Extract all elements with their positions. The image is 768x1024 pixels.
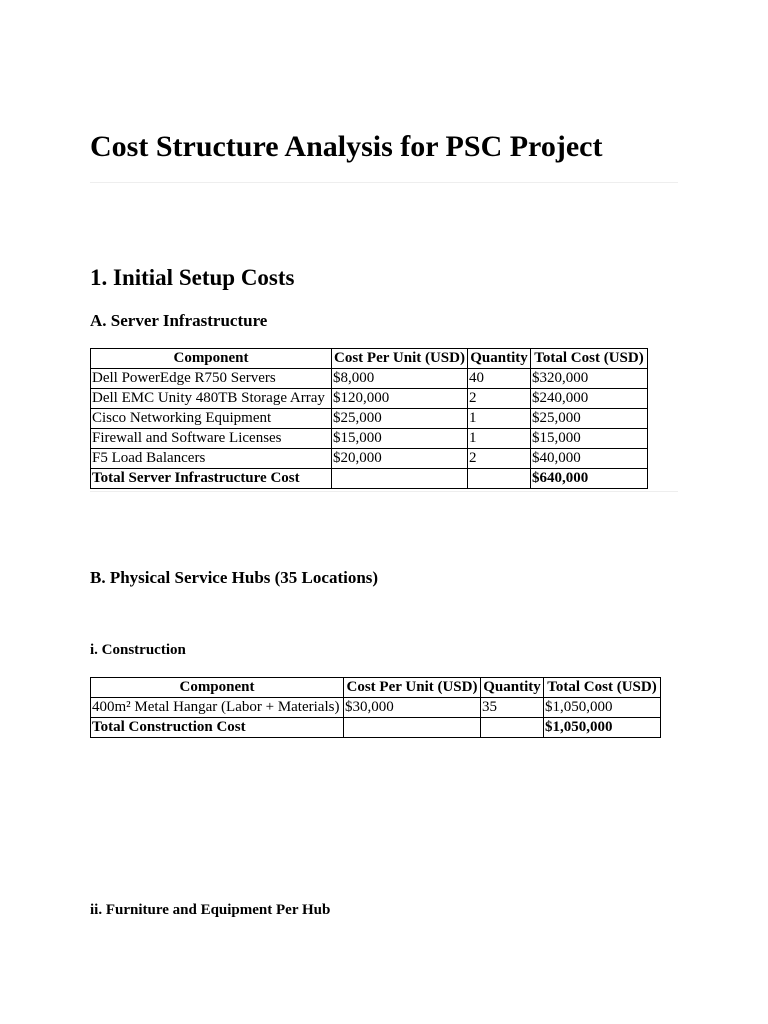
table-cell: $15,000 <box>332 429 468 449</box>
table-cell: $25,000 <box>531 409 648 429</box>
subsection-heading-physical-service-hubs: B. Physical Service Hubs (35 Locations) <box>90 568 379 587</box>
table-header-row <box>91 349 648 369</box>
total-label: Total Construction Cost <box>91 718 344 738</box>
table-cell: $240,000 <box>531 389 648 409</box>
column-header: Quantity <box>468 349 531 369</box>
section-heading-initial-setup: 1. Initial Setup Costs <box>90 265 295 290</box>
table-cell: $1,050,000 <box>544 698 661 718</box>
table-row <box>91 389 648 409</box>
table-cell: $30,000 <box>344 698 481 718</box>
total-value: $640,000 <box>531 469 648 489</box>
table-row <box>91 429 648 449</box>
table-row <box>91 449 648 469</box>
table-cell-empty <box>468 469 531 489</box>
table-cell: F5 Load Balancers <box>91 449 332 469</box>
table-cell: 40 <box>468 369 531 389</box>
table-cell-empty <box>344 718 481 738</box>
table-cell: $40,000 <box>531 449 648 469</box>
page-title: Cost Structure Analysis for PSC Project <box>90 130 603 163</box>
table-cell: 1 <box>468 429 531 449</box>
column-header: Quantity <box>481 678 544 698</box>
table-cell: 35 <box>481 698 544 718</box>
table-cell: $25,000 <box>332 409 468 429</box>
table-total-row <box>91 469 648 489</box>
construction-table <box>90 677 661 738</box>
table-header-row <box>91 678 661 698</box>
table-cell: $20,000 <box>332 449 468 469</box>
table-cell: $120,000 <box>332 389 468 409</box>
table-row <box>91 369 648 389</box>
table-row <box>91 698 661 718</box>
total-label: Total Server Infrastructure Cost <box>91 469 332 489</box>
total-value: $1,050,000 <box>544 718 661 738</box>
table-cell: 2 <box>468 389 531 409</box>
subheading-construction: i. Construction <box>90 642 186 658</box>
table-row <box>91 409 648 429</box>
table-cell: Dell PowerEdge R750 Servers <box>91 369 332 389</box>
column-header: Total Cost (USD) <box>544 678 661 698</box>
server-infrastructure-table <box>90 348 648 489</box>
column-header: Cost Per Unit (USD) <box>332 349 468 369</box>
table-cell: Cisco Networking Equipment <box>91 409 332 429</box>
table-cell: 400m² Metal Hangar (Labor + Materials) <box>91 698 344 718</box>
table-cell-empty <box>332 469 468 489</box>
table-cell: Firewall and Software Licenses <box>91 429 332 449</box>
column-header: Component <box>91 349 332 369</box>
column-header: Cost Per Unit (USD) <box>344 678 481 698</box>
section-divider <box>90 491 678 492</box>
column-header: Component <box>91 678 344 698</box>
subheading-furniture-equipment: ii. Furniture and Equipment Per Hub <box>90 902 331 918</box>
table-total-row <box>91 718 661 738</box>
table-cell: 1 <box>468 409 531 429</box>
table-cell: $15,000 <box>531 429 648 449</box>
table-cell: 2 <box>468 449 531 469</box>
table-cell: Dell EMC Unity 480TB Storage Array <box>91 389 332 409</box>
table-cell-empty <box>481 718 544 738</box>
table-cell: $320,000 <box>531 369 648 389</box>
table-cell: $8,000 <box>332 369 468 389</box>
subsection-heading-server-infrastructure: A. Server Infrastructure <box>90 311 268 330</box>
column-header: Total Cost (USD) <box>531 349 648 369</box>
title-divider <box>90 182 678 183</box>
